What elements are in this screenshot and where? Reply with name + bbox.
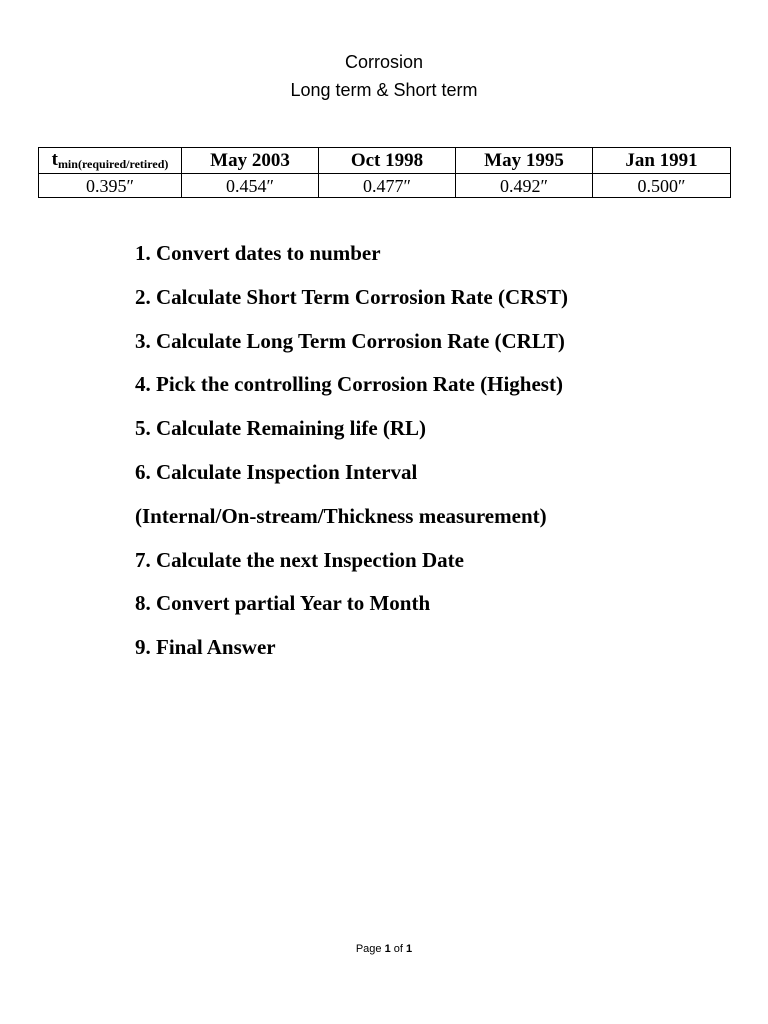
- title-line-2: Long term & Short term: [290, 80, 478, 100]
- list-item: 1. Convert dates to number: [135, 241, 381, 265]
- list-item: 3. Calculate Long Term Corrosion Rate (CRLT): [135, 328, 565, 353]
- steps-list: [135, 232, 568, 670]
- list-item: 2. Calculate Short Term Corrosion Rate (CRST): [135, 284, 569, 309]
- list-item: 6. Calculate Inspection Interval: [135, 459, 418, 484]
- list-item: (Internal/On-stream/Thickness measurement): [135, 503, 547, 528]
- page-current: 1: [384, 943, 391, 955]
- tmin-value: 0.395″: [39, 174, 182, 198]
- document-title: [0, 48, 768, 104]
- title-line-1: Corrosion: [344, 52, 424, 72]
- page-footer: [0, 943, 768, 955]
- list-item: 7. Calculate the next Inspection Date: [135, 547, 464, 572]
- of-label: of: [393, 943, 403, 955]
- date-header: Jan 1991: [593, 148, 731, 174]
- thickness-table: [38, 147, 731, 198]
- thickness-reading: 0.492″: [456, 174, 593, 198]
- thickness-reading: 0.500″: [593, 174, 731, 198]
- date-header: Oct 1998: [319, 148, 456, 174]
- list-item: 4. Pick the controlling Corrosion Rate (Highest): [135, 372, 563, 397]
- list-item: 5. Calculate Remaining life (RL): [135, 416, 427, 441]
- table-header-row: [39, 148, 731, 174]
- page-label: Page: [355, 943, 382, 955]
- tmin-symbol: t: [51, 149, 58, 170]
- table-values-row: [39, 174, 731, 198]
- page-total: 1: [406, 943, 413, 955]
- date-header: May 2003: [182, 148, 319, 174]
- list-item: 9. Final Answer: [135, 635, 276, 660]
- thickness-reading: 0.477″: [319, 174, 456, 198]
- tmin-subscript: min(required/retired): [57, 157, 169, 171]
- thickness-reading: 0.454″: [182, 174, 319, 198]
- tmin-header: [39, 148, 182, 174]
- list-item: 8. Convert partial Year to Month: [135, 591, 431, 616]
- date-header: May 1995: [456, 148, 593, 174]
